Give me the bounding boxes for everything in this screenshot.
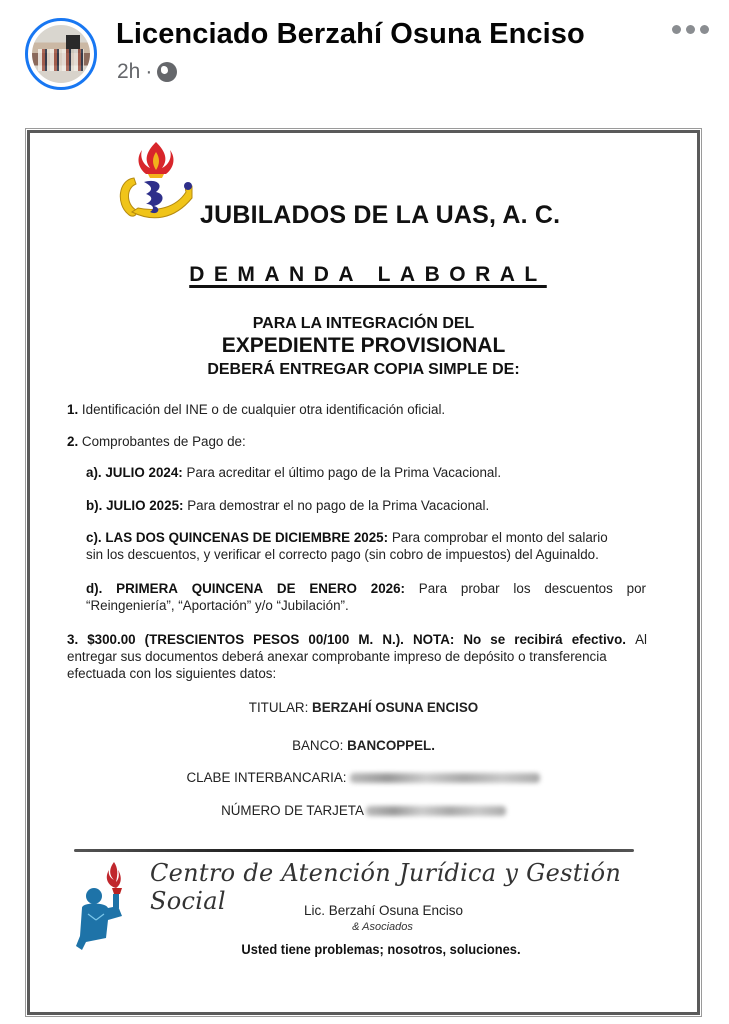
author-avatar[interactable]	[25, 18, 97, 90]
legal-center-name: Centro de Atención Jurídica y Gestión Social	[150, 859, 622, 915]
globe-icon[interactable]	[157, 62, 177, 82]
payment-subitem: a). JULIO 2024: Para acreditar el último pago de la Prima Vacacional.	[86, 465, 502, 480]
requirement-item-payment: 3. $300.00 (TRESCIENTOS PESOS 00/100 M. N.). NOTA: No se recibirá efectivo. Al entregar sus documentos deberá anexar comprobante impreso de depósito o transferencia efectuada con los siguientes datos:	[67, 632, 647, 681]
post-author-name[interactable]: Licenciado Berzahí Osuna Enciso	[116, 18, 585, 50]
subtitle-copy-required: DEBERÁ ENTREGAR COPIA SIMPLE DE:	[207, 361, 520, 378]
post-time[interactable]: 2h	[117, 60, 141, 83]
subtitle-expediente: EXPEDIENTE PROVISIONAL	[221, 334, 506, 357]
footer-divider	[74, 849, 634, 852]
subtitle-integration: PARA LA INTEGRACIÓN DEL	[252, 315, 475, 332]
footer-slogan: Usted tiene problemas; nosotros, soluciones.	[241, 941, 521, 957]
bank-card-number: NÚMERO DE TARJETA	[30, 803, 697, 818]
redacted-clabe	[350, 773, 540, 783]
payment-subitem: c). LAS DOS QUINCENAS DE DICIEMBRE 2025: Para comprobar el monto del salario sin los descuentos, y verificar el correcto pago (sin cobro de impuestos) del Aguinaldo.	[86, 530, 608, 562]
associates-label: & Asociados	[352, 921, 413, 933]
redacted-card-number	[366, 806, 506, 816]
payment-subitem: b). JULIO 2025: Para demostrar el no pago de la Prima Vacacional.	[86, 498, 490, 513]
post-meta	[117, 60, 177, 84]
post-image-document[interactable]	[27, 130, 700, 1015]
meta-separator: ·	[145, 60, 153, 83]
organization-name: JUBILADOS DE LA UAS, A. C.	[200, 201, 561, 229]
document-title: DEMANDA LABORAL	[189, 263, 547, 286]
uas-retirees-logo	[112, 138, 200, 228]
lawyer-name: Lic. Berzahí Osuna Enciso	[303, 903, 464, 918]
payment-subitem: d). PRIMERA QUINCENA DE ENERO 2026: Para probar los descuentos por “Reingeniería”, “Aportación” y/o “Jubilación”.	[86, 581, 646, 613]
requirement-item: 2. Comprobantes de Pago de:	[67, 434, 246, 449]
bank-titular: TITULAR: BERZAHÍ OSUNA ENCISO	[248, 700, 479, 715]
bank-name: BANCO: BANCOPPEL.	[292, 738, 435, 753]
more-options-icon[interactable]	[672, 25, 709, 34]
avatar-photo	[32, 25, 90, 83]
requirement-item: 1. Identificación del INE o de cualquier otra identificación oficial.	[67, 402, 446, 417]
bank-clabe: CLABE INTERBANCARIA:	[30, 770, 697, 785]
